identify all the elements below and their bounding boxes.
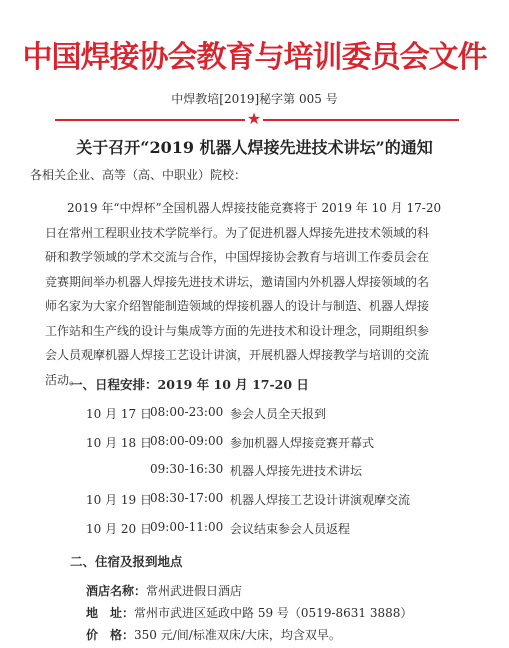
schedule-date: 10 月 20 日 [86, 522, 152, 536]
schedule-date: 10 月 18 日 [86, 436, 152, 450]
paragraph-line: 2019 年“中焊杯”全国机器人焊接技能竞赛将于 2019 年 10 月 17-20 [67, 201, 442, 215]
address-value: 常州市武进区延政中路 59 号（0519-8631 3888） [134, 606, 413, 620]
notice-title: 关于召开“2019 机器人焊接先进技术讲坛”的通知 [76, 138, 433, 157]
paragraph-line: 研和教学领域的学术交流与合作，中国焊接协会教育与培训工作委员会在 [45, 250, 430, 264]
price-label: 价 格： [86, 628, 135, 642]
star-icon: ★ [246, 109, 262, 128]
document-number: 中焊教培[2019]秘字第 005 号 [171, 92, 338, 106]
schedule-event: 机器人焊接先进技术讲坛 [230, 464, 363, 478]
paragraph-line: 工作站和生产线的设计与集成等方面的先进技术和设计理念，同期组织参 [45, 323, 430, 338]
price-row [86, 626, 341, 643]
schedule-time: 09:30-16:30 [150, 462, 224, 476]
paragraph-line: 活动。 [45, 372, 82, 387]
schedule-event: 机器人焊接工艺设计讲演观摩交流 [230, 493, 411, 507]
schedule-date: 10 月 17 日 [86, 407, 152, 421]
paragraph-line: 会人员观摩机器人焊接工艺设计讲演，开展机器人焊接教学与培训的交流 [45, 348, 430, 362]
hotel-value: 常州武进假日酒店 [146, 584, 243, 598]
section-heading-lodging: 二、住宿及报到地点 [70, 554, 183, 569]
red-divider-right [263, 119, 459, 121]
paragraph-line: 师名家为大家介绍智能制造领域的焊接机器人的设计与制造、机器人焊接 [45, 299, 430, 313]
section-heading-schedule: 一、日程安排：2019 年 10 月 17-20 日 [70, 377, 309, 392]
schedule-event: 参会人员全天报到 [230, 407, 327, 421]
schedule-date: 10 月 19 日 [86, 493, 152, 507]
schedule-event: 参加机器人焊接竞赛开幕式 [230, 436, 375, 450]
body-paragraph [45, 196, 465, 392]
paragraph-line: 日在常州工程职业技术学院举行。为了促进机器人焊接先进技术领域的科 [45, 225, 430, 240]
document-header-title: 中国焊接协会教育与培训委员会文件 [22, 40, 487, 75]
address-label: 地 址： [86, 606, 135, 620]
schedule-time: 08:00-09:00 [150, 434, 224, 448]
paragraph-line: 竞赛期间举办机器人焊接先进技术讲坛，邀请国内外机器人焊接领域的名 [45, 274, 430, 289]
red-divider-left [55, 119, 245, 121]
schedule-time: 08:00-23:00 [150, 405, 224, 419]
address-row [86, 604, 412, 621]
salutation: 各相关企业、高等（高、中职业）院校： [30, 168, 247, 182]
price-value: 350 元/间/标准双床/大床，均含双早。 [134, 628, 341, 642]
schedule-time: 08:30-17:00 [150, 491, 224, 505]
schedule-event: 会议结束参会人员返程 [230, 522, 351, 536]
hotel-label: 酒店名称： [86, 584, 147, 598]
hotel-row [86, 582, 242, 599]
schedule-time: 09:00-11:00 [150, 520, 224, 534]
